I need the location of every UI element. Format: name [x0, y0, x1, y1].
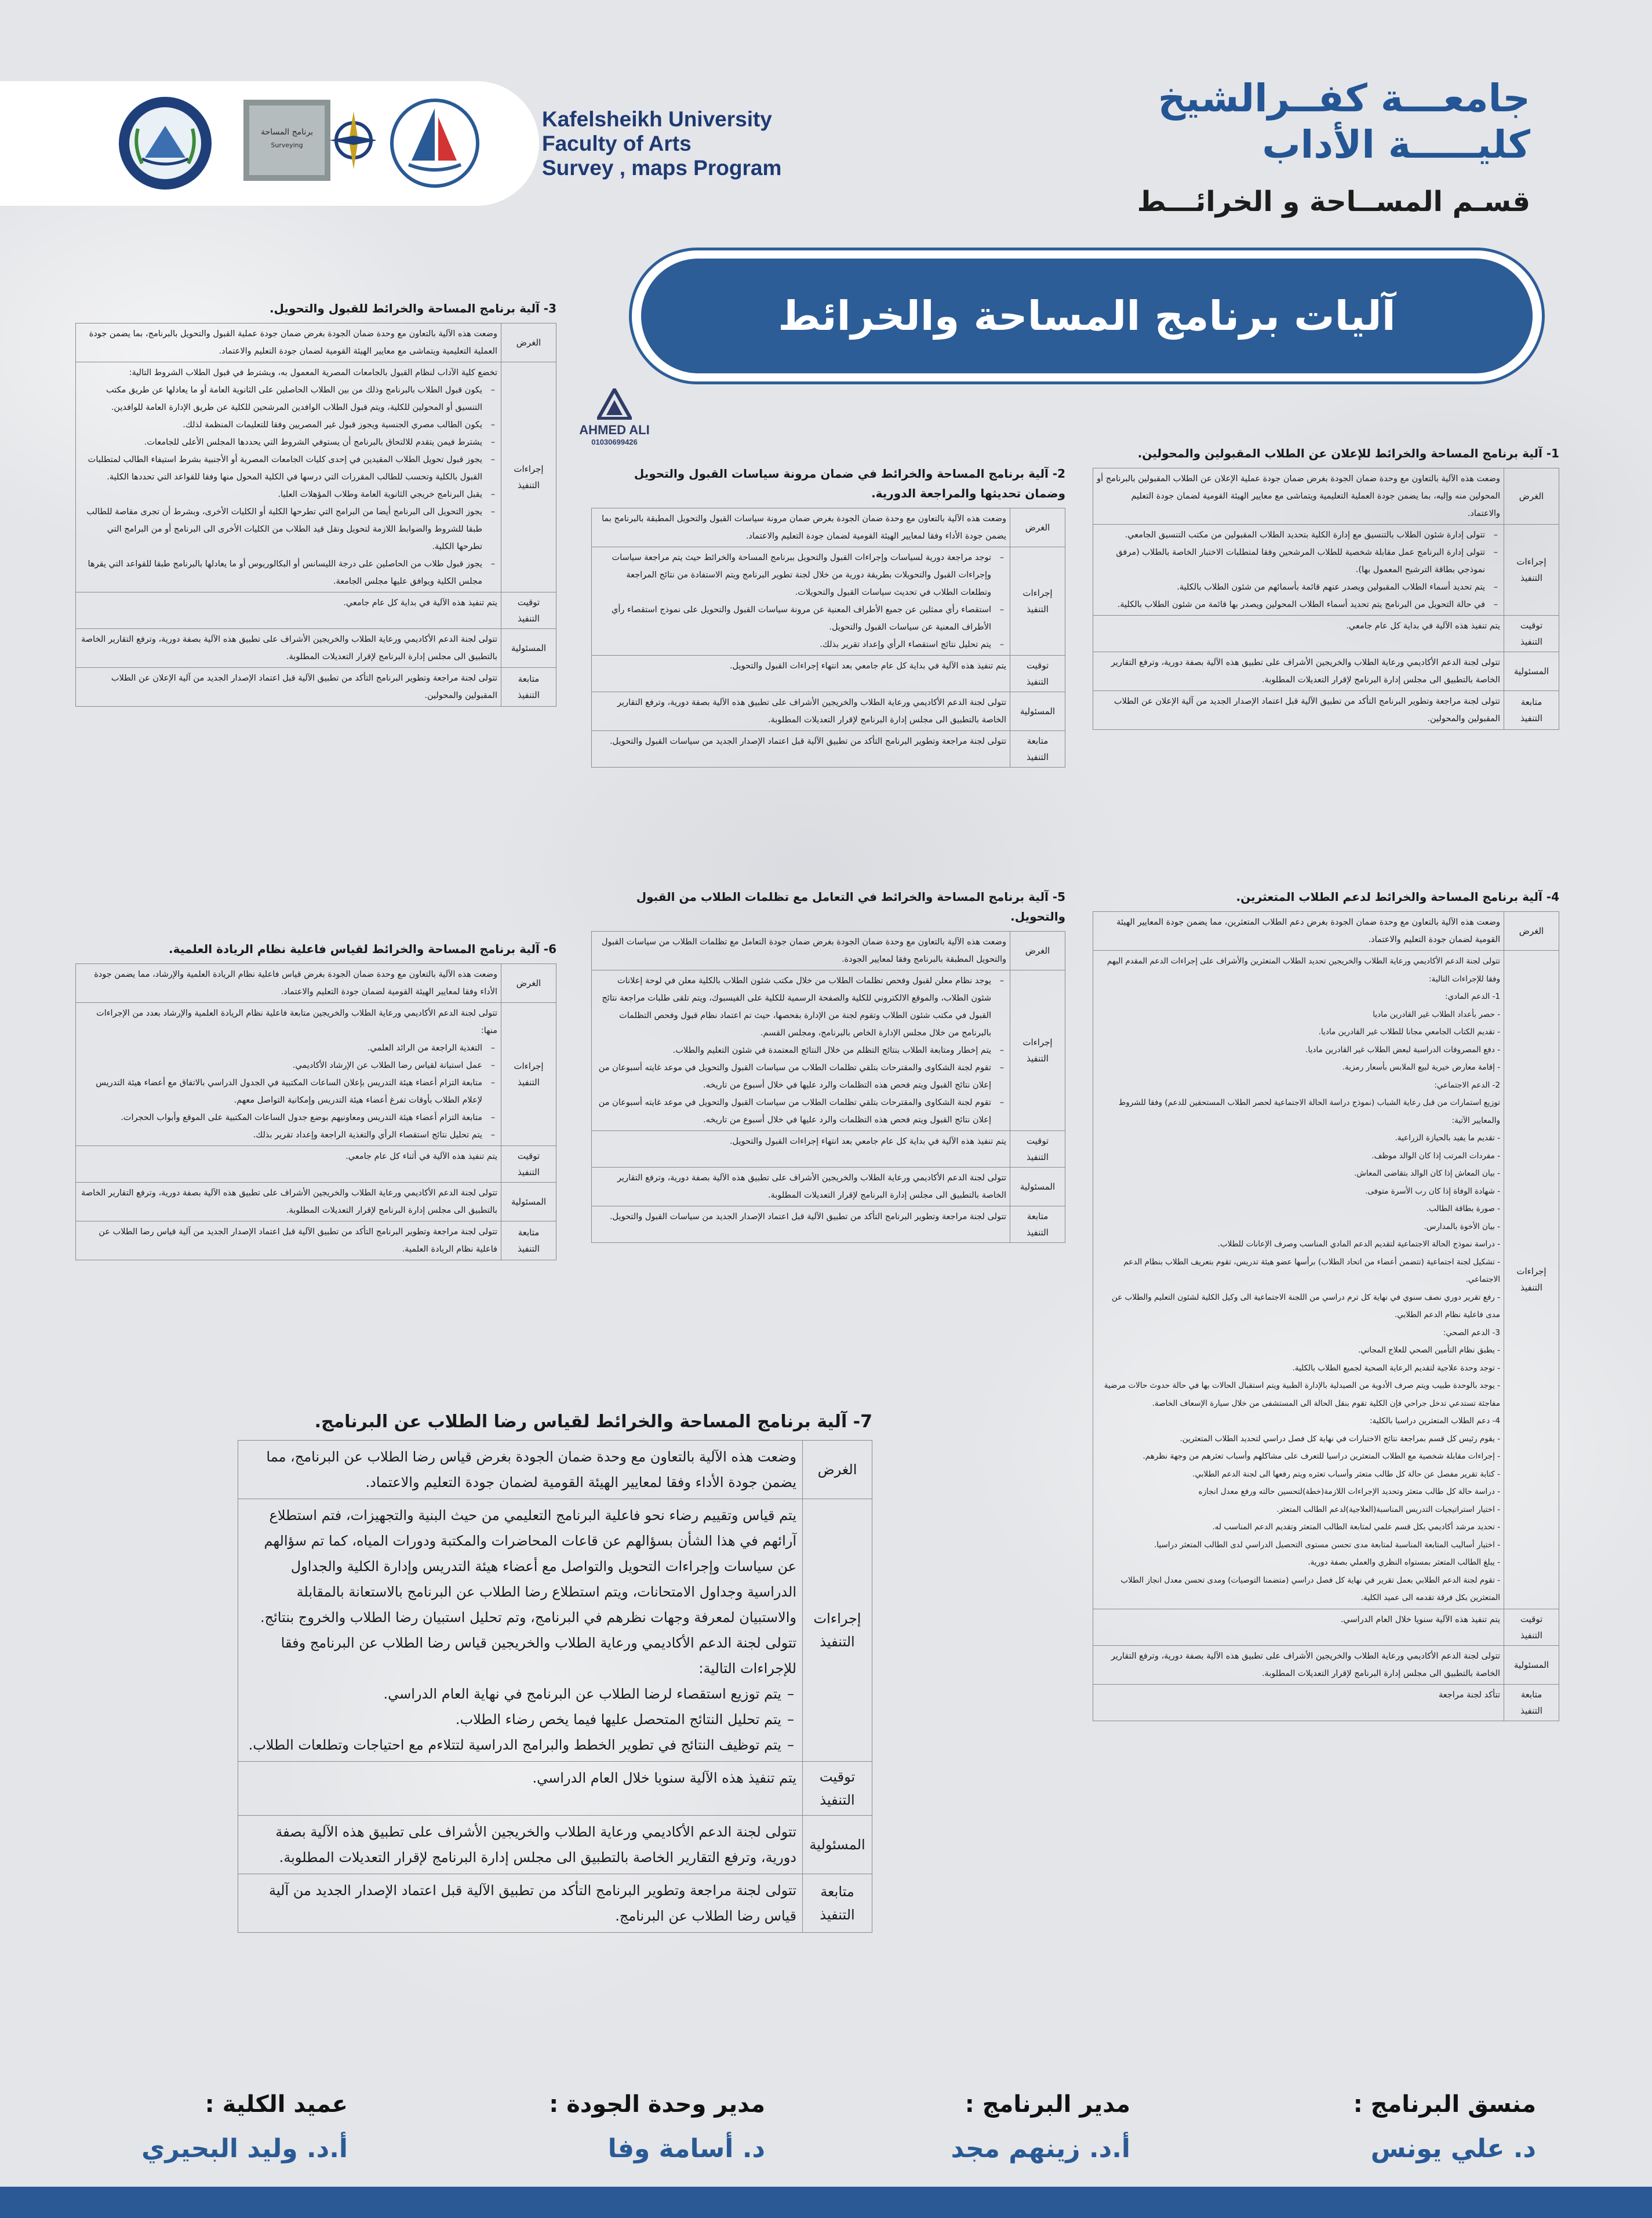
procedure-line: - بيان المعاش إذا كان الوالد بتقاضى المعاش. [1354, 1169, 1500, 1178]
procedure-line: - دراسة حالة كل طالب متعثر وتحديد الإجراءات اللازمة(خطة)لتحسين حالته ورفع معدل انجازه [1198, 1487, 1500, 1496]
row-label [1504, 468, 1559, 525]
row-value: تتولى لجنة الدعم الأكاديمي ورعاية الطلاب والخريجين الأشراف على تطبيق هذه الآلية بصفة دورية، وترفع التقارير الخاصة بالتطبيق الى مجلس إدارة البرنامج لإقرار التعديلات المطلوبة. [592, 1168, 1010, 1206]
list-item: – تقوم لجنة الشكاوى والمقترحات بتلقي تظلمات الطلاب من سياسات القبول والتحويل في موعد غايته أسبوعان من إعلان نتائج القبول ويتم فحص هذه التظلمات والرد عليها في خلال أسبوع من تاريخه. [595, 1059, 1006, 1094]
list-item: – استقصاء رأي ممثلين عن جميع الأطراف المعنية عن مرونة سياسات القبول والتحويل على نموذج استقصاء رأي الأطراف المعنية عن سياسات القبول والتحويل. [595, 601, 1006, 636]
procedure-line: - يقوم رئيس كل قسم بمراجعة نتائج الاختبارات في نهاية كل فصل دراسي لتحديد الطلاب المتعثرين. [1180, 1434, 1500, 1443]
row-value: تتولى لجنة مراجعة وتطوير البرنامج التأكد من تطبيق الآلية قبل اعتماد الإصدار الجديد من آلية الإعلان عن الطلاب المقبولين والمحولين. [1093, 691, 1504, 730]
table-row [76, 1221, 556, 1260]
list-item: – في حالة التحويل من البرنامج يتم تحديد أسماء الطلاب المحولين ويصدر بها قائمة من شئون الطلاب بالكلية. [1097, 596, 1500, 613]
procedure-line: 3- الدعم الصحي: [1443, 1328, 1500, 1337]
list-item: – تتولى إدارة البرنامج عمل مقابلة شخصية للطلاب المرشحين وفقا لمتطلبات الاختبار الخاصة بالطلاب (مرفق نموذجي بطاقة الترشيح المعمول بها). [1097, 544, 1500, 579]
table-row [1093, 616, 1559, 652]
row-label-text: الغرض [1519, 491, 1544, 501]
row-value: وضعت هذه الآلية بالتعاون مع وحدة ضمان الجودة بغرض ضمان مرونة سياسات القبول والتحويل المطبقة بالبرنامج بما يضمن جودة الأداء وفقا لمعايير الهيئة القومية لضمان جودة التعليم والاعتماد. [592, 508, 1010, 547]
table-row [76, 629, 556, 668]
row-value: وضعت هذه الآلية بالتعاون مع وحدة ضمان الجودة بغرض قياس فاعلية نظام الريادة العلمية والإرشاد، مما يضمن جودة الأداء وفقا لمعايير الهيئة القومية لضمان جودة التعليم والاعتماد. [76, 964, 501, 1003]
table-row [1093, 912, 1559, 951]
university-name-en [542, 107, 781, 180]
row-value: يتم تنفيذ هذه الآلية سنويا خلال العام الدراسي. [238, 1762, 803, 1816]
row-label [1504, 1645, 1559, 1684]
mechanism-table [75, 963, 556, 1260]
faculty-ar: كليـــــة الأداب [1262, 122, 1530, 167]
row-label [501, 629, 556, 668]
list-item: – التغذية الراجعة من الرائد العلمي. [79, 1039, 497, 1057]
table-row [76, 362, 556, 592]
row-label-text: متابعة التنفيذ [1027, 736, 1049, 762]
signature-role: عميد الكلية : [205, 2091, 348, 2118]
table-row [76, 592, 556, 629]
procedure-line: - صورة بطاقة الطالب. [1426, 1204, 1500, 1213]
procedure-line: - يبلغ الطالب المتعثر بمستواه النظري والعملي بصفة دورية. [1308, 1558, 1500, 1567]
row-label [1504, 652, 1559, 691]
list-item: – عمل استبانة لقياس رضا الطلاب عن الإرشاد الأكاديمي. [79, 1057, 497, 1074]
watermark-phone: 01030699426 [591, 438, 638, 446]
row-label-text: توقيت التنفيذ [819, 1769, 856, 1808]
procedure-line: - إجراءات مقابلة شخصية مع الطلاب المتعثرين دراسيا للتعرف على مشاكلهم وأسباب تعثرهم من وجهة نظرهم. [1142, 1452, 1500, 1461]
section-title: 1- آلية برنامج المساحة والخرائط للإعلان عن الطلاب المقبولين والمحولين. [1137, 446, 1559, 460]
row-value: تتولى لجنة مراجعة وتطوير البرنامج التأكد من تطبيق الآلية قبل اعتماد الإصدار الجديد من سياسات القبول والتحويل. [592, 731, 1010, 768]
row-label [1010, 1131, 1065, 1168]
procedure-line: - دراسة نموذج الحالة الاجتماعية لتقديم الدعم المادي المناسب وصرف الإعانات للطلاب. [1217, 1239, 1500, 1249]
row-label-text: متابعة التنفيذ [518, 1227, 540, 1254]
section-5 [591, 887, 1065, 1243]
row-value [1093, 525, 1504, 616]
row-label-text: المسئولية [809, 1837, 865, 1853]
mechanism-table [591, 508, 1065, 768]
table-row [238, 1816, 872, 1874]
row-label [1010, 1168, 1065, 1206]
table-row [238, 1762, 872, 1816]
row-label-text: الغرض [516, 337, 541, 348]
row-label-text: متابعة التنفيذ [518, 674, 540, 700]
section-7 [238, 1409, 872, 1933]
section-title: 4- آلية برنامج المساحة والخرائط لدعم الطلاب المتعثرين. [1236, 890, 1559, 904]
row-value: تتولى لجنة مراجعة وتطوير البرنامج التأكد من تطبيق الآلية قبل اعتماد الإصدار الجديد من آلية قياس رضا الطلاب عن البرنامج. [238, 1874, 803, 1933]
footer-bar [0, 2187, 1652, 2218]
row-label-text: إجراءات التنفيذ [1516, 557, 1547, 583]
list-item: – متابعة التزام أعضاء هيئة التدريس ومعاونيهم بوضع جدول الساعات المكتبية على الموقع وأبواب الحجرات. [79, 1109, 497, 1126]
table-row [1093, 1684, 1559, 1721]
procedure-line: - اختيار استراتيجيات التدريس المناسبة(العلاجية)لدعم الطالب المتعثر. [1276, 1504, 1500, 1514]
row-label [501, 1183, 556, 1221]
procedure-line: - يوجد بالوحدة طبيب ويتم صرف الأدوية من الصيدلية بالإدارة الطبية ويتم استقبال الحالات بها في حالة حدوث حالات مرضية مفاجئة تستدعي تدخل جراحي فإن الكلية تقوم بنقل الحالة الى المستشفى من خلال سيارة الإسعاف الخاصة. [1104, 1381, 1500, 1408]
procedure-line: - تحديد مرشد أكاديمي بكل قسم علمي لمتابعة الطالب المتعثر وتقديم الدعم المناسب له. [1212, 1522, 1500, 1532]
row-label-text: الغرض [817, 1461, 857, 1478]
signature-role: مدير وحدة الجودة : [549, 2091, 765, 2118]
table-row [238, 1441, 872, 1499]
table-row [1093, 691, 1559, 730]
row-label [501, 1221, 556, 1260]
table-row [592, 731, 1065, 768]
procedure-line: - تقديم ما يفيد بالحيازة الزراعية. [1395, 1133, 1500, 1143]
row-label [501, 592, 556, 629]
row-label [803, 1762, 872, 1816]
procedure-line: - دفع المصروفات الدراسية لبعض الطلاب غير القادرين ماديا. [1305, 1045, 1500, 1055]
university-logo [388, 94, 481, 192]
procedure-line: 4- دعم الطلاب المتعثرين دراسيا بالكلية: [1369, 1416, 1500, 1426]
row-label [803, 1499, 872, 1762]
procedure-line: - شهادة الوفاة إذا كان رب الأسرة متوفى. [1365, 1186, 1500, 1196]
signature-program-director [806, 2087, 1130, 2169]
list-item: – يتم تحليل النتائج المتحصل عليها فيما يخص رضاء الطلاب. [244, 1707, 796, 1732]
row-label [1010, 656, 1065, 692]
row-label [501, 323, 556, 362]
procedure-line: 1- الدعم المادي: [1445, 992, 1500, 1001]
table-row [1093, 1645, 1559, 1684]
procedure-line: توزيع استمارات من قبل رعاية الشباب (نموذج دراسة الحالة الاجتماعية لحصر الطلاب المستحقين للدعم) وفقا للشروط والمعايير الآتية: [1118, 1098, 1500, 1125]
row-label [1010, 508, 1065, 547]
row-label-text: توقيت التنفيذ [1026, 660, 1049, 687]
row-label-text: الغرض [1025, 946, 1050, 956]
row-label-text: المسئولية [511, 1197, 547, 1207]
row-label [501, 1146, 556, 1183]
svg-text:Surveying: Surveying [271, 141, 303, 149]
row-label [1010, 932, 1065, 970]
list-item: – يتم تحديد أسماء الطلاب المقبولين ويصدر عنهم قائمة بأسمائهم من شئون الطلاب بالكلية. [1097, 579, 1500, 596]
row-label-text: إجراءات التنفيذ [1023, 1037, 1053, 1064]
row-label-text: إجراءات التنفيذ [813, 1610, 861, 1650]
row-label [1504, 616, 1559, 652]
svg-text:برنامج المساحة: برنامج المساحة [261, 128, 313, 137]
list-item: – يكون قبول الطلاب بالبرنامج وذلك من بين الطلاب الحاصلين على الثانوية العامة أو ما يعادلها عن طريق مكتب التنسيق أو المحولين للكلية، ويتم قبول الطلاب الوافدين المرشحين للكلية عن طريق الإدارة العامة للوافدين. [79, 381, 497, 416]
row-label-text: توقيت التنفيذ [1520, 620, 1543, 647]
row-label-text: المسئولية [1513, 1659, 1549, 1670]
procedure-line: - توجد وحدة علاجية لتقديم الرعاية الصحية لجميع الطلاب بالكلية. [1292, 1363, 1500, 1373]
section-6 [75, 939, 556, 1260]
table-row [592, 1168, 1065, 1206]
row-label [501, 362, 556, 592]
table-row [1093, 652, 1559, 691]
mechanism-table [1093, 911, 1559, 1721]
list-item: – يكون الطالب مصري الجنسية ويجوز قبول غير المصريين وفقا للتعليمات المنظمة لذلك. [79, 416, 497, 434]
row-value: وضعت هذه الآلية بالتعاون مع وحدة ضمان الجودة بغرض ضمان جودة عملية الإعلان عن الطلاب المقبولين بالبرنامج أو المحولين منه وإليه، بما يضمن جودة العملية التعليمية ويتماشى مع معايير الهيئة القومية لضمان جودة التعليم والاعتماد. [1093, 468, 1504, 525]
signature-dean [93, 2087, 348, 2169]
table-row [592, 932, 1065, 970]
procedure-line: 2- الدعم الاجتماعي: [1434, 1080, 1500, 1090]
procedure-line: - إقامة معارض خيرية لبيع الملابس بأسعار رمزية. [1342, 1063, 1500, 1072]
university-en: Kafelsheikh University [542, 107, 772, 131]
list-item: – يوجد نظام معلن لقبول وفحص تظلمات الطلاب من خلال مكتب شئون الطلاب بالكلية معلن في لوحة إعلانات شئون الطلاب، والموقع الالكتروني للكلية والصفحة الرسمية للكلية على الفيسبوك، ويتم تلقى طلبات مراجعة نتائج القبول في مكتب شئون الطلاب وتقوم لجنة من الإدارة بفحصها، حيث تم اعتماد نظام قبول وفحص التظلمات بالبرنامج من خلال مجلس الإدارة الخاص بالبرنامج، ومجلس القسم. [595, 972, 1006, 1042]
row-label [1504, 691, 1559, 730]
table-row [592, 656, 1065, 692]
row-value: يتم تنفيذ هذه الآلية في أثناء كل عام جامعي. [76, 1146, 501, 1183]
table-row [76, 1146, 556, 1183]
section-title: 7- آلية برنامج المساحة والخرائط لقياس رضا الطلاب عن البرنامج. [314, 1412, 872, 1432]
procedure-line: - رفع تقرير دوري نصف سنوي في نهاية كل ترم دراسي من اللجنة الاجتماعية الى وكيل الكلية لشئون التعليم والطلاب عن مدى فاعلية نظام الدعم الطلابي. [1111, 1292, 1500, 1319]
table-row [1093, 951, 1559, 1609]
row-value: يتم تنفيذ هذه الآلية في بداية كل عام جامعي. [76, 592, 501, 629]
department-ar: قسـم المســاحة و الخرائـــط [1137, 186, 1530, 218]
section-2 [591, 464, 1065, 768]
university-ar: جامعـــة كفــرالشيخ [1158, 76, 1530, 121]
watermark-name: AHMED ALI [579, 423, 650, 437]
row-label-text: متابعة التنفيذ [1027, 1211, 1049, 1238]
row-label [1010, 970, 1065, 1131]
procedure-line: - حصر بأعداد الطلاب غير القادرين ماديا [1373, 1009, 1500, 1019]
mechanism-table [591, 931, 1065, 1243]
row-value: وضعت هذه الآلية بالتعاون مع وحدة ضمان الجودة بغرض ضمان جودة عملية القبول والتحويل بالبرنامج، بما يضمن جودة العملية التعليمية ويتماشى مع معايير الهيئة القومية لضمان جودة التعليم والاعتماد. [76, 323, 501, 362]
row-label [1504, 525, 1559, 616]
row-value [76, 1003, 501, 1146]
procedure-line: تتولى لجنة الدعم الأكاديمي ورعاية الطلاب والخريجين تحديد الطلاب المتعثرين والأشراف على إجراءات الدعم المقدم اليهم وفقا للإجراءات التالية: [1107, 957, 1500, 984]
row-label-text: متابعة التنفيذ [1520, 697, 1542, 723]
row-value: يتم تنفيذ هذه الآلية سنويا خلال العام الدراسي. [1093, 1609, 1504, 1645]
row-label-text: إجراءات التنفيذ [514, 1061, 544, 1088]
mechanism-table [75, 323, 556, 707]
row-label [1010, 1206, 1065, 1243]
row-label-text: الغرض [1519, 926, 1544, 936]
section-title: 3- آلية برنامج المساحة والخرائط للقبول والتحويل. [269, 301, 556, 315]
procedure-line: - اختيار أساليب المتابعة المناسبة لمتابعة مدى تحسن مستوى التحصيل الدراسي لدى الطالب المتعثر دراسيا. [1154, 1540, 1500, 1550]
row-label-text: إجراءات التنفيذ [1023, 588, 1053, 615]
procedure-line: - تقديم الكتاب الجامعي مجانا للطلاب غير القادرين ماديا. [1318, 1027, 1500, 1037]
row-label-text: توقيت التنفيذ [517, 1151, 540, 1177]
row-value: يتم تنفيذ هذه الآلية في بداية كل عام جامعي بعد انتهاء إجراءات القبول والتحويل. [592, 1131, 1010, 1168]
row-value: تتولى لجنة الدعم الأكاديمي ورعاية الطلاب والخريجين الأشراف على تطبيق هذه الآلية بصفة دورية، وترفع التقارير الخاصة بالتطبيق الى مجلس إدارة البرنامج لإقرار التعديلات المطلوبة. [1093, 1645, 1504, 1684]
list-item: – تقوم لجنة الشكاوى والمقترحات بتلقي تظلمات الطلاب من سياسات القبول والتحويل في موعد غايته أسبوعان من إعلان نتائج القبول ويتم فحص هذه التظلمات والرد عليها في خلال أسبوع من تاريخه. [595, 1094, 1006, 1129]
signature-name: د. أسامة وفا [607, 2134, 765, 2164]
procedure-line: - مفردات المرتب إذا كان الوالد موظف. [1371, 1151, 1500, 1161]
title-banner [629, 248, 1545, 384]
program-en: Survey , maps Program [542, 156, 782, 180]
signature-coordinator [1211, 2087, 1536, 2169]
list-item: – يشترط فيمن يتقدم للالتحاق بالبرنامج أن يستوفي الشروط التي يحددها المجلس الأعلى للجامعات. [79, 434, 497, 451]
university-name-ar [1158, 75, 1530, 168]
procedures-intro: تتولى لجنة الدعم الأكاديمي ورعاية الطلاب والخريجين متابعة فاعلية نظام الريادة العلمية والإرشاد بعدد من الإجراءات منها: [96, 1009, 497, 1035]
table-row [76, 964, 556, 1003]
procedure-line: - تشكيل لجنة اجتماعية (تتضمن أعضاء من اتحاد الطلاب) برأسها عضو هيئة تدريس، تقوم بتعريف الطلاب بنظام الدعم الاجتماعي. [1123, 1257, 1500, 1284]
row-label-text: المسئولية [1020, 1181, 1056, 1192]
list-item: – يتم تحليل نتائج استقصاء الرأي وإعداد تقرير بذلك. [595, 636, 1006, 653]
signature-role: منسق البرنامج : [1353, 2091, 1536, 2118]
row-label-text: المسئولية [1020, 706, 1056, 717]
list-item: – تتولى إدارة شئون الطلاب بالتنسيق مع إدارة الكلية بتحديد الطلاب المقبولين من مكتب التنسيق الجامعي. [1097, 526, 1500, 544]
row-label [803, 1874, 872, 1933]
row-value: يتم تنفيذ هذه الآلية في بداية كل عام جامعي بعد انتهاء إجراءات القبول والتحويل. [592, 656, 1010, 692]
list-item: – متابعة التزام أعضاء هيئة التدريس بإعلان الساعات المكتبية في الجدول الدراسي بالاتفاق مع أعضاء هيئة التدريس لإعلام الطلاب بأوقات تفرغ أعضاء هيئة التدريس وإمكانية التواصل معهم. [79, 1074, 497, 1109]
section-title: 2- آلية برنامج المساحة والخرائط في ضمان مرونة سياسات القبول والتحويل وضمان تحديثها والمراجعة الدورية. [634, 467, 1065, 500]
table-row [238, 1499, 872, 1762]
row-label-text: توقيت التنفيذ [1520, 1613, 1543, 1641]
row-label [1010, 731, 1065, 768]
row-value: يتم تنفيذ هذه الآلية في بداية كل عام جامعي. [1093, 616, 1504, 652]
row-label [1504, 1609, 1559, 1645]
row-label-text: متابعة التنفيذ [1520, 1689, 1542, 1716]
row-label [501, 668, 556, 707]
section-title: 6- آلية برنامج المساحة والخرائط لقياس فاعلية نظام الريادة العلمية. [169, 942, 556, 956]
signature-name: أ.د. وليد البحيري [141, 2134, 348, 2164]
section-1 [1093, 443, 1559, 730]
row-label [803, 1816, 872, 1874]
row-label [501, 1003, 556, 1146]
signature-name: أ.د. زينهم مجد [951, 2134, 1130, 2164]
table-row [76, 1183, 556, 1221]
signature-name: د. علي يونس [1370, 2134, 1536, 2164]
designer-watermark [571, 388, 658, 446]
procedure-line: - تقوم لجنة الدعم الطلابي بعمل تقرير في نهاية كل فصل دراسي (متضمنا التوصيات) ومدى تحسن معدل انجاز الطلاب المتعثرين بكل فرقة تقدمه الى عميد الكلية. [1120, 1575, 1500, 1602]
table-row [76, 323, 556, 362]
signature-quality-director [464, 2087, 765, 2169]
row-label [803, 1441, 872, 1499]
row-value: تتولى لجنة مراجعة وتطوير البرنامج التأكد من تطبيق الآلية قبل اعتماد الإصدار الجديد من آلية قياس رضا الطلاب عن فاعلية نظام الريادة العلمية. [76, 1221, 501, 1260]
procedure-line: - يطبق نظام التأمين الصحي للعلاج المجاني. [1358, 1346, 1500, 1355]
row-value: وضعت هذه الآلية بالتعاون مع وحدة ضمان الجودة بغرض دعم الطلاب المتعثرين، مما يضمن جودة المعايير الهيئة القومية لضمان جودة التعليم والاعتماد. [1093, 912, 1504, 951]
table-row [592, 1131, 1065, 1168]
signature-role: مدير البرنامج : [965, 2091, 1130, 2118]
section-title: 5- آلية برنامج المساحة والخرائط في التعامل مع تظلمات الطلاب من القبول والتحويل. [636, 890, 1065, 923]
row-label-text: الغرض [1025, 522, 1050, 533]
list-item: – يجوز التحويل الى البرنامج أيضا من البرامج التي تطرحها الكلية أو الكليات الأخرى، وبشرط أن تجرى مقاصة للطالب طبقا للشروط والضوابط اللازمة لتحويل ونقل قيد الطلاب من الكليات الأخرى الى البرنامج أو من البرامج التي تطرحها الكلية. [79, 503, 497, 555]
list-item: – توجد مراجعة دورية لسياسات وإجراءات القبول والتحويل ببرنامج المساحة والخرائط حيث يتم مراجعة سياسات وإجراءات القبول والتحويلات بطريقة دورية من خلال لجنة تطوير البرنامج ويتم الاستفادة من نتائج المراجعة وتطلعات الطلاب في تحديث سياسات القبول والتحويلات. [595, 549, 1006, 601]
table-row [1093, 468, 1559, 525]
list-item: – يقبل البرنامج خريجي الثانوية العامة وطلاب المؤهلات العليا. [79, 486, 497, 503]
list-item: – يتم إخطار ومتابعة الطلاب بنتائج التظلم من خلال النتائج المعتمدة في شئون التعليم والطلاب. [595, 1042, 1006, 1059]
row-value: تتولى لجنة الدعم الأكاديمي ورعاية الطلاب والخريجين الأشراف على تطبيق هذه الآلية بصفة دورية، وترفع التقارير الخاصة بالتطبيق الى مجلس إدارة البرنامج لإقرار التعديلات المطلوبة. [238, 1816, 803, 1874]
table-row [592, 692, 1065, 731]
faculty-seal-logo [116, 94, 214, 192]
row-value [1093, 951, 1504, 1609]
row-label-text: المسئولية [511, 643, 547, 653]
row-value: تتولى لجنة الدعم الأكاديمي ورعاية الطلاب والخريجين الأشراف على تطبيق هذه الآلية بصفة دورية، وترفع التقارير الخاصة بالتطبيق الى مجلس إدارة البرنامج لإقرار التعديلات المطلوبة. [76, 1183, 501, 1221]
row-value [76, 362, 501, 592]
list-item: – يتم تحليل نتائج استقصاء الرأي والتغذية الراجعة وإعداد تقرير بذلك. [79, 1126, 497, 1144]
procedures-paragraph: يتم قياس وتقييم رضاء نحو فاعلية البرنامج التعليمي من حيث البنية والتجهيزات، فتم استطلاع آرائهم في هذا الشأن بسؤالهم عن قاعات المحاضرات والمكتبة ودورات المياه، كما تم سؤالهم عن سياسات وإجراءات التحويل والتواصل مع أعضاء هيئة التدريس وإدارة الكلية والجداول الدراسية وجداول الامتحانات، ويتم استطلاع رضا الطلاب عن البرنامج بالاستعانة بالمقابلة والاستبيان لمعرفة وجهات نظرهم في البرنامج، وتم تحليل استبيان رضا الطلاب والخروج بنتائج. [260, 1507, 796, 1626]
table-row [592, 508, 1065, 547]
list-item: – يتم توظيف النتائج في تطوير الخطط والبرامج الدراسية لتتلاءم مع احتياجات وتطلعات الطلاب. [244, 1732, 796, 1758]
row-value [592, 547, 1010, 656]
row-label [501, 964, 556, 1003]
procedure-line: - بيان الأخوة بالمدارس. [1424, 1221, 1500, 1231]
list-item: – يجوز قبول تحويل الطلاب المقيدين في إحدى كليات الجامعات المصرية أو الأجنبية بشرط استيفاء الطالب لمتطلبات القبول بالكلية وتحسب للطالب المقررات التي درسها في الكلية المحول منها وفقا للقواعد التي تحددها الكلية. [79, 451, 497, 486]
table-row [238, 1874, 872, 1933]
mechanism-table [238, 1440, 872, 1933]
row-label-text: متابعة التنفيذ [820, 1884, 855, 1923]
program-logo [242, 94, 376, 192]
row-label-text: توقيت التنفيذ [1026, 1136, 1049, 1162]
row-label-text: الغرض [516, 978, 541, 988]
section-3 [75, 299, 556, 707]
row-label [1010, 547, 1065, 656]
row-label-text: إجراءات التنفيذ [514, 464, 544, 490]
row-label-text: إجراءات التنفيذ [1516, 1266, 1547, 1293]
row-value: تتأكد لجنة مراجعة [1093, 1684, 1504, 1721]
row-label-text: توقيت التنفيذ [517, 597, 540, 624]
list-item: – يجوز قبول طلاب من الحاصلين على درجة الليسانس أو البكالوريوس أو ما يعادلها بالبرنامج طبقا للقواعد التي يقرها مجلس الكلية ويوافق عليها مجلس الجامعة. [79, 555, 497, 590]
row-value [238, 1499, 803, 1762]
row-label [1504, 1684, 1559, 1721]
row-value: تتولى لجنة مراجعة وتطوير البرنامج التأكد من تطبيق الآلية قبل اعتماد الإصدار الجديد من آلية الإعلان عن الطلاب المقبولين والمحولين. [76, 668, 501, 707]
table-row [1093, 525, 1559, 616]
table-row [76, 1003, 556, 1146]
page-title: آليات برنامج المساحة والخرائط [641, 259, 1533, 373]
row-value: تتولى لجنة الدعم الأكاديمي ورعاية الطلاب والخريجين الأشراف على تطبيق هذه الآلية بصفة دورية، وترفع التقارير الخاصة بالتطبيق الى مجلس إدارة البرنامج لإقرار التعديلات المطلوبة. [592, 692, 1010, 731]
row-label-text: المسئولية [1513, 666, 1549, 677]
table-row [76, 668, 556, 707]
row-label [1010, 692, 1065, 731]
procedures-intro: تتولى لجنة الدعم الأكاديمي ورعاية الطلاب والخريجين قياس رضا الطلاب عن البرنامج وفقا للإجراءات التالية: [281, 1635, 796, 1677]
row-label [1504, 912, 1559, 951]
table-row [1093, 1609, 1559, 1645]
row-value: وضعت هذه الآلية بالتعاون مع وحدة ضمان الجودة بغرض قياس رضا الطلاب عن البرنامج، مما يضمن جودة الأداء وفقا لمعايير الهيئة القومية لضمان جودة التعليم والاعتماد. [238, 1441, 803, 1499]
table-row [592, 1206, 1065, 1243]
row-value: وضعت هذه الآلية بالتعاون مع وحدة ضمان الجودة بغرض ضمان جودة التعامل مع تظلمات الطلاب من سياسات القبول والتحويل المطبقة بالبرنامج وفقا لمعايير الجودة. [592, 932, 1010, 970]
row-value: تتولى لجنة مراجعة وتطوير البرنامج التأكد من تطبيق الآلية قبل اعتماد الإصدار الجديد من سياسات القبول والتحويل. [592, 1206, 1010, 1243]
table-row [592, 547, 1065, 656]
table-row [592, 970, 1065, 1131]
procedure-line: - كتابة تقرير مفصل عن حالة كل طالب متعثر وأسباب تعثره ويتم رفعها الى لجنة الدعم الطلابي. [1192, 1469, 1500, 1479]
procedures-intro: تخضع كلية الآداب لنظام القبول بالجامعات المصرية المعمول به، ويشترط في قبول الطلاب الشروط التالية: [129, 368, 497, 377]
list-item: – يتم توزيع استقصاء لرضا الطلاب عن البرنامج في نهاية العام الدراسي. [244, 1681, 796, 1707]
mechanism-table [1093, 468, 1559, 730]
row-value: تتولى لجنة الدعم الأكاديمي ورعاية الطلاب والخريجين الأشراف على تطبيق هذه الآلية بصفة دورية، وترفع التقارير الخاصة بالتطبيق الى مجلس إدارة البرنامج لإقرار التعديلات المطلوبة. [76, 629, 501, 668]
row-value [592, 970, 1010, 1131]
section-4 [1093, 887, 1559, 1721]
row-value: تتولى لجنة الدعم الأكاديمي ورعاية الطلاب والخريجين الأشراف على تطبيق هذه الآلية بصفة دورية، وترفع التقارير الخاصة بالتطبيق الى مجلس إدارة البرنامج لإقرار التعديلات المطلوبة. [1093, 652, 1504, 691]
watermark-logo-icon [597, 388, 632, 420]
faculty-en: Faculty of Arts [542, 132, 692, 155]
row-label [1504, 951, 1559, 1609]
